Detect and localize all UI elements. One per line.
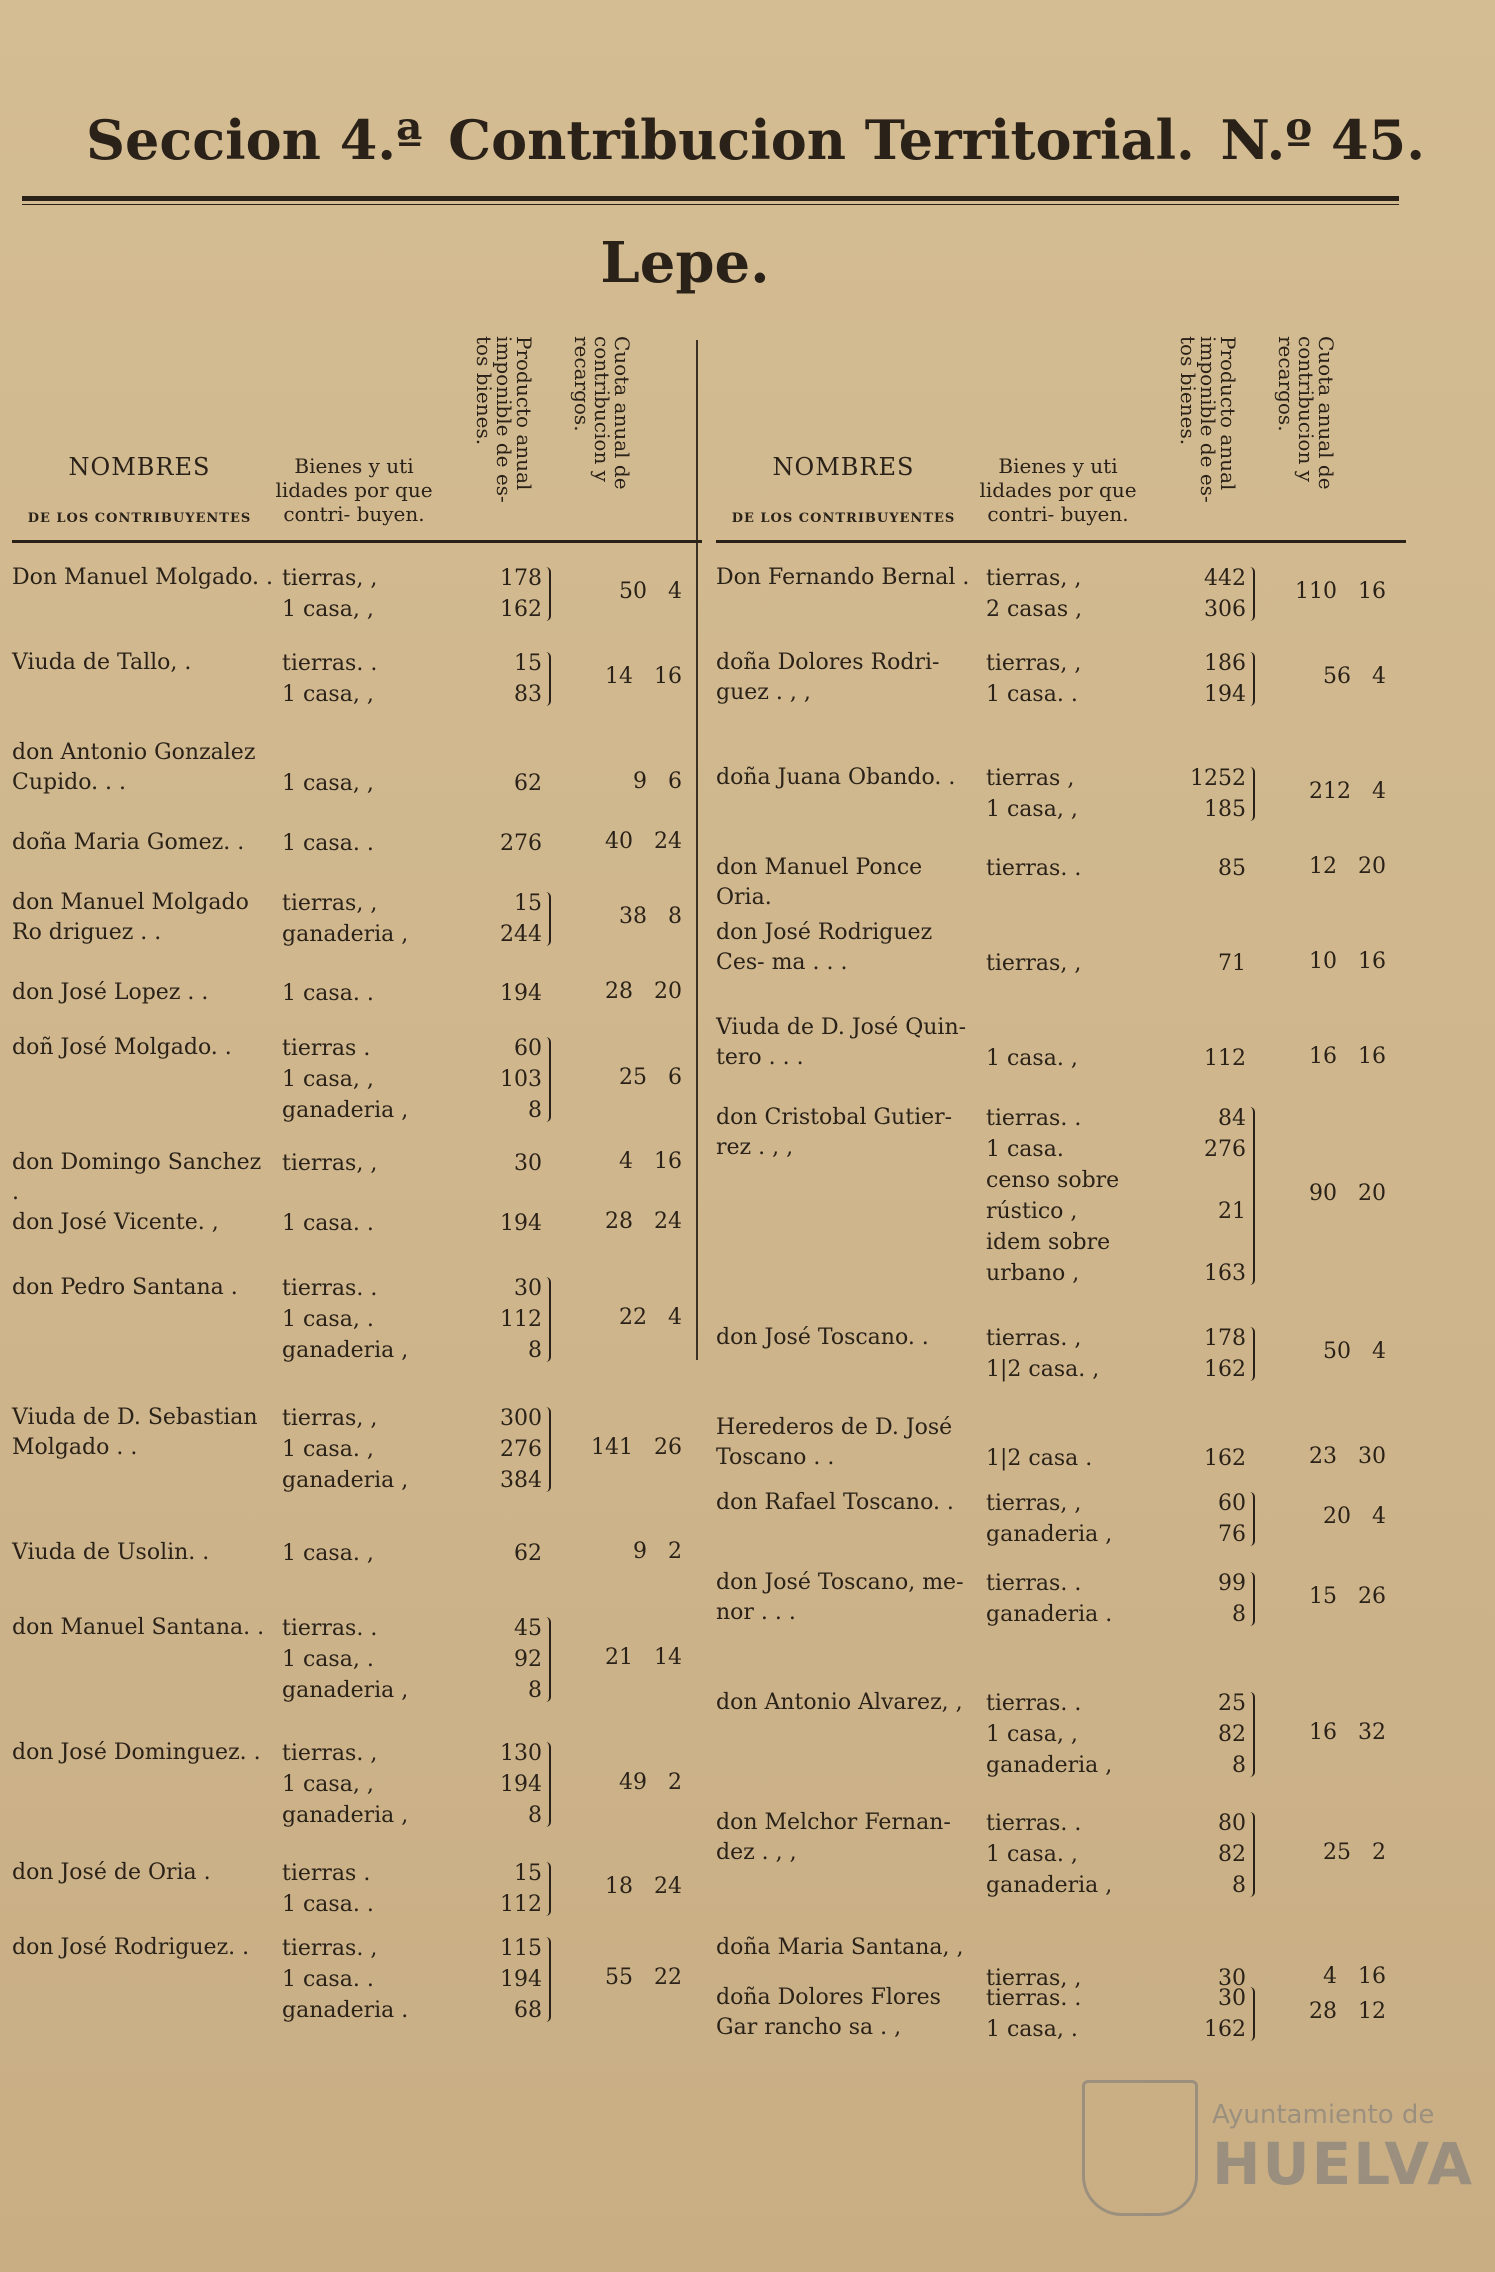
coat-of-arms-icon xyxy=(1082,2080,1198,2216)
goods-item: 1 casa. , xyxy=(986,1046,1078,1071)
goods-list xyxy=(986,1043,1146,1074)
contributor-name: don Antonio Alvarez, , xyxy=(716,1690,963,1715)
goods-item: tierras, , xyxy=(282,1406,378,1431)
grouping-brace xyxy=(546,567,551,621)
grouping-brace xyxy=(1250,1492,1255,1546)
grouping-brace xyxy=(546,1037,551,1122)
goods-item: 1 casa, , xyxy=(986,797,1078,822)
goods-item: ganaderia , xyxy=(986,1873,1113,1898)
product-value: 82 xyxy=(1218,1842,1246,1867)
contributor-name: don José Rodriguez Ces- ma . . . xyxy=(716,920,933,975)
product-header: Producto anual imponible de es- tos bienes. xyxy=(472,336,536,503)
quota-header: Cuota anual de contribucion y recargos. xyxy=(570,336,634,490)
quota-value: 10 16 xyxy=(1309,948,1386,974)
product-values xyxy=(1146,763,1246,825)
goods-list xyxy=(282,1403,442,1496)
goods-item: 1 casa, . xyxy=(986,2017,1078,2042)
goods-item: 1 casa, . xyxy=(282,1647,374,1672)
goods-item: ganaderia , xyxy=(986,1522,1113,1547)
goods-item: tierras. . xyxy=(282,1276,378,1301)
names-header xyxy=(12,453,267,526)
product-value: 15 xyxy=(514,891,542,916)
product-value: 178 xyxy=(1204,1326,1246,1351)
product-value: 244 xyxy=(500,922,542,947)
product-values xyxy=(1146,1488,1246,1550)
contributor-name: don Domingo Sanchez . xyxy=(12,1150,262,1205)
goods-item: 1 casa. . xyxy=(282,1967,374,1992)
goods-header: Bienes y uti lidades por que contri- buyen. xyxy=(979,454,1137,526)
quota-value: 212 4 xyxy=(1309,779,1386,804)
quota-value: 49 2 xyxy=(619,1769,682,1795)
goods-item: 1 casa. . xyxy=(282,1892,374,1917)
quota-value: 25 2 xyxy=(1323,1839,1386,1865)
goods-item: 1 casa, , xyxy=(282,682,374,707)
grouping-brace xyxy=(546,1277,551,1362)
product-value: 115 xyxy=(500,1936,542,1961)
quota-value: 28 12 xyxy=(1309,1999,1386,2024)
goods-list xyxy=(282,1538,442,1569)
product-values xyxy=(442,828,542,859)
product-value: 82 xyxy=(1218,1722,1246,1747)
product-value: 15 xyxy=(514,1861,542,1886)
quota-value: 38 8 xyxy=(619,904,682,929)
header-rule-thin xyxy=(22,204,1399,205)
product-values xyxy=(442,1933,542,2026)
product-value: 85 xyxy=(1218,856,1246,881)
grouping-brace xyxy=(1250,567,1255,621)
goods-list xyxy=(986,1103,1146,1289)
names-header-main: NOMBRES xyxy=(772,453,915,481)
grouping-brace xyxy=(1250,1107,1255,1285)
quota-value: 15 26 xyxy=(1309,1584,1386,1609)
quota-value: 9 2 xyxy=(633,1538,682,1564)
product-values xyxy=(442,1538,542,1569)
goods-list xyxy=(282,1738,442,1831)
goods-item: tierras, , xyxy=(282,891,378,916)
product-value: 112 xyxy=(500,1892,542,1917)
goods-list xyxy=(986,1488,1146,1550)
goods-item: censo sobre xyxy=(986,1168,1120,1193)
grouping-brace xyxy=(546,892,551,946)
product-value: 103 xyxy=(500,1067,542,1092)
goods-item: tierras . xyxy=(282,1036,371,1061)
grouping-brace xyxy=(1250,1692,1255,1777)
product-value: 76 xyxy=(1218,1522,1246,1547)
goods-list xyxy=(986,1443,1146,1474)
product-values xyxy=(442,1613,542,1706)
contributor-name: don Melchor Fernan- dez . , , xyxy=(716,1810,951,1865)
grouping-brace xyxy=(546,1742,551,1827)
goods-item: tierras, , xyxy=(986,951,1082,976)
product-values xyxy=(1146,1323,1246,1385)
goods-item: 1 casa. . xyxy=(282,831,374,856)
product-value: 1252 xyxy=(1190,766,1246,791)
grouping-brace xyxy=(546,1407,551,1492)
quota-value: 90 20 xyxy=(1309,1181,1386,1206)
contributor-name: doña Maria Gomez. . xyxy=(12,830,245,855)
goods-list xyxy=(986,648,1146,710)
quota-value: 9 6 xyxy=(633,768,682,794)
product-header: Producto anual imponible de es- tos bienes. xyxy=(1176,336,1240,503)
product-value: 8 xyxy=(528,1803,542,1828)
quota-value: 28 20 xyxy=(605,978,682,1004)
goods-list xyxy=(282,1613,442,1706)
goods-item: tierras. . xyxy=(986,1571,1082,1596)
product-value xyxy=(1146,1227,1246,1258)
goods-item: tierras, , xyxy=(282,1151,378,1176)
product-value: 276 xyxy=(500,831,542,856)
quota-header: Cuota anual de contribucion y recargos. xyxy=(1274,336,1338,490)
goods-item: ganaderia , xyxy=(282,1468,409,1493)
contributor-name: Don Fernando Bernal . xyxy=(716,565,970,590)
contributor-name: don Antonio Gonzalez Cupido. . . xyxy=(12,740,256,795)
goods-item: 1 casa. , xyxy=(282,1437,374,1462)
goods-item: tierras, , xyxy=(282,566,378,591)
contributor-name: don José Vicente. , xyxy=(12,1210,219,1235)
goods-item: 1 casa, , xyxy=(986,1722,1078,1747)
product-value: 30 xyxy=(514,1276,542,1301)
product-value: 194 xyxy=(500,1967,542,1992)
goods-item: tierras. . xyxy=(986,1811,1082,1836)
contributor-name: don José de Oria . xyxy=(12,1860,211,1885)
header-rule xyxy=(22,196,1399,201)
product-value: 60 xyxy=(514,1036,542,1061)
goods-item: 1 casa, , xyxy=(282,771,374,796)
product-value: 84 xyxy=(1218,1106,1246,1131)
goods-item: 2 casas , xyxy=(986,597,1083,622)
goods-list xyxy=(282,1933,442,2026)
quota-value: 25 6 xyxy=(619,1064,682,1090)
goods-item: tierras. . xyxy=(986,1106,1082,1131)
contributor-name: don Manuel Molgado Ro driguez . . xyxy=(12,890,249,945)
goods-list xyxy=(282,768,442,799)
product-values xyxy=(1146,1103,1246,1289)
product-value: 194 xyxy=(500,981,542,1006)
product-value: 185 xyxy=(1204,797,1246,822)
goods-item: tierras. . xyxy=(986,1986,1082,2011)
goods-item: 1 casa. , xyxy=(282,1541,374,1566)
contributor-name: Viuda de Tallo, . xyxy=(12,650,192,675)
grouping-brace xyxy=(546,1862,551,1916)
goods-item: 1 casa. , xyxy=(986,1842,1078,1867)
goods-item: 1 casa. . xyxy=(986,682,1078,707)
product-values xyxy=(442,888,542,950)
goods-list xyxy=(282,648,442,710)
quota-value: 16 16 xyxy=(1309,1043,1386,1069)
contributor-name: Don Manuel Molgado. . xyxy=(12,565,274,590)
product-value: 30 xyxy=(1218,1966,1246,1991)
watermark-stamp xyxy=(1082,2080,1475,2220)
names-header xyxy=(716,453,971,526)
product-values xyxy=(1146,563,1246,625)
goods-item: tierras. . xyxy=(282,1616,378,1641)
quota-value: 16 32 xyxy=(1309,1719,1386,1745)
product-values xyxy=(442,1033,542,1126)
product-value: 30 xyxy=(1218,1986,1246,2011)
goods-item: tierras. . xyxy=(986,1691,1082,1716)
grouping-brace xyxy=(1250,1987,1255,2041)
goods-list xyxy=(282,1858,442,1920)
goods-list xyxy=(986,1323,1146,1385)
contributor-name: doñ José Molgado. . xyxy=(12,1035,232,1060)
goods-item: 1 casa, , xyxy=(282,1067,374,1092)
product-value: 276 xyxy=(500,1437,542,1462)
product-value: 92 xyxy=(514,1647,542,1672)
product-values xyxy=(1146,648,1246,710)
goods-item: ganaderia , xyxy=(282,922,409,947)
quota-value: 22 4 xyxy=(619,1304,682,1330)
product-value: 300 xyxy=(500,1406,542,1431)
product-value: 112 xyxy=(500,1307,542,1332)
product-value: 276 xyxy=(1204,1137,1246,1162)
watermark-line2: HUELVA xyxy=(1212,2130,1475,2198)
left-column xyxy=(12,330,702,2023)
quota-value: 18 24 xyxy=(605,1874,682,1899)
product-value: 8 xyxy=(528,1678,542,1703)
product-values xyxy=(442,1738,542,1831)
product-value: 162 xyxy=(500,597,542,622)
contributor-name: Viuda de D. José Quin- tero . . . xyxy=(716,1015,967,1070)
names-header-sub: DE LOS CONTRIBUYENTES xyxy=(731,511,956,526)
contributor-name: Herederos de D. José Toscano . . xyxy=(716,1415,953,1470)
contributor-name: Viuda de D. Sebastian Molgado . . xyxy=(12,1405,258,1460)
product-value: 71 xyxy=(1218,951,1246,976)
goods-item: tierras. . xyxy=(282,651,378,676)
goods-item: 1 casa. xyxy=(986,1137,1064,1162)
names-header-main: NOMBRES xyxy=(68,453,211,481)
contributor-name: doña Dolores Flores Gar rancho sa . , xyxy=(716,1985,941,2040)
product-value: 442 xyxy=(1204,566,1246,591)
product-value: 194 xyxy=(1204,682,1246,707)
goods-list xyxy=(986,853,1146,884)
product-values xyxy=(442,1403,542,1496)
product-value: 68 xyxy=(514,1998,542,2023)
quota-value: 4 16 xyxy=(619,1148,682,1174)
goods-list xyxy=(282,1033,442,1126)
goods-item: tierras. . xyxy=(986,856,1082,881)
product-values xyxy=(1146,948,1246,979)
quota-value: 50 4 xyxy=(619,579,682,604)
product-values xyxy=(1146,1688,1246,1781)
section-label: Seccion 4.ª xyxy=(86,108,423,172)
goods-item: tierras. , xyxy=(282,1741,378,1766)
names-header-sub: DE LOS CONTRIBUYENTES xyxy=(27,511,252,526)
goods-item: tierras, , xyxy=(986,566,1082,591)
product-value xyxy=(1146,1165,1246,1196)
product-value: 45 xyxy=(514,1616,542,1641)
contributor-name: don Cristobal Gutier- rez . , , xyxy=(716,1105,953,1160)
contributor-name: don Rafael Toscano. . xyxy=(716,1490,954,1515)
quota-value: 110 16 xyxy=(1295,579,1386,604)
goods-item: 1 casa. . xyxy=(282,1211,374,1236)
product-value: 194 xyxy=(500,1211,542,1236)
contributor-name: don Manuel Ponce Oria. xyxy=(716,855,923,910)
quota-value: 56 4 xyxy=(1323,664,1386,689)
goods-item: 1 casa, , xyxy=(282,597,374,622)
contributor-name: don Manuel Santana. . xyxy=(12,1615,265,1640)
grouping-brace xyxy=(546,1617,551,1702)
goods-item: 1|2 casa . xyxy=(986,1446,1093,1471)
product-value: 8 xyxy=(1232,1602,1246,1627)
quota-value: 28 24 xyxy=(605,1208,682,1234)
goods-list xyxy=(282,1208,442,1239)
goods-list xyxy=(282,1148,442,1179)
product-value: 60 xyxy=(1218,1491,1246,1516)
product-value: 162 xyxy=(1204,1357,1246,1382)
goods-item: ganaderia , xyxy=(282,1678,409,1703)
goods-list xyxy=(282,1273,442,1366)
product-value: 162 xyxy=(1204,2017,1246,2042)
quota-value: 40 24 xyxy=(605,828,682,854)
grouping-brace xyxy=(546,652,551,706)
goods-list xyxy=(986,1808,1146,1901)
quota-value: 20 4 xyxy=(1323,1504,1386,1529)
product-value: 15 xyxy=(514,651,542,676)
product-value: 21 xyxy=(1218,1199,1246,1224)
goods-list xyxy=(986,563,1146,625)
town-title: Lepe. xyxy=(600,230,770,296)
product-value: 99 xyxy=(1218,1571,1246,1596)
contributor-name: doña Juana Obando. . xyxy=(716,765,956,790)
quota-value: 4 16 xyxy=(1323,1963,1386,1989)
product-values xyxy=(442,1148,542,1179)
product-value: 306 xyxy=(1204,597,1246,622)
goods-list xyxy=(986,1983,1146,2045)
goods-item: tierras, , xyxy=(986,1966,1082,1991)
product-values xyxy=(442,1208,542,1239)
goods-list xyxy=(986,763,1146,825)
product-values xyxy=(442,1858,542,1920)
product-values xyxy=(442,978,542,1009)
product-value: 163 xyxy=(1204,1261,1246,1286)
contributor-name: doña Dolores Rodri- guez . , , xyxy=(716,650,940,705)
watermark-line1: Ayuntamiento de xyxy=(1212,2100,1435,2130)
product-value: 62 xyxy=(514,771,542,796)
quota-value: 21 14 xyxy=(605,1644,682,1670)
product-values xyxy=(1146,1808,1246,1901)
product-value: 80 xyxy=(1218,1811,1246,1836)
goods-item: tierras , xyxy=(986,766,1075,791)
product-value: 186 xyxy=(1204,651,1246,676)
product-value: 162 xyxy=(1204,1446,1246,1471)
right-column xyxy=(716,330,1406,2042)
goods-item: idem sobre xyxy=(986,1230,1111,1255)
table-header xyxy=(716,330,1406,543)
goods-item: 1 casa, , xyxy=(282,1772,374,1797)
goods-item: ganaderia , xyxy=(282,1338,409,1363)
goods-item: ganaderia . xyxy=(986,1602,1113,1627)
contributor-name: don José Lopez . . xyxy=(12,980,209,1005)
goods-item: ganaderia , xyxy=(282,1098,409,1123)
goods-item: tierras, , xyxy=(986,651,1082,676)
grouping-brace xyxy=(1250,767,1255,821)
product-value: 194 xyxy=(500,1772,542,1797)
document-number: N.º 45. xyxy=(1220,108,1425,172)
product-value: 8 xyxy=(1232,1873,1246,1898)
grouping-brace xyxy=(1250,1327,1255,1381)
quota-value: 14 16 xyxy=(605,664,682,689)
goods-list xyxy=(986,1688,1146,1781)
goods-list xyxy=(986,948,1146,979)
product-value: 8 xyxy=(528,1098,542,1123)
product-value: 8 xyxy=(528,1338,542,1363)
product-value: 30 xyxy=(514,1151,542,1176)
goods-item: ganaderia , xyxy=(282,1803,409,1828)
goods-item: urbano , xyxy=(986,1261,1080,1286)
goods-list xyxy=(282,563,442,625)
product-values xyxy=(442,648,542,710)
goods-item: ganaderia . xyxy=(282,1998,409,2023)
quota-value: 23 30 xyxy=(1309,1443,1386,1469)
goods-item: rústico , xyxy=(986,1199,1078,1224)
goods-item: tierras . xyxy=(282,1861,371,1886)
quota-value: 50 4 xyxy=(1323,1339,1386,1364)
quota-value: 141 26 xyxy=(591,1434,682,1460)
product-values xyxy=(442,563,542,625)
contributor-name: don José Dominguez. . xyxy=(12,1740,261,1765)
product-values xyxy=(1146,1983,1246,2045)
quota-value: 55 22 xyxy=(605,1964,682,1990)
goods-item: tierras, , xyxy=(986,1491,1082,1516)
contributor-name: Viuda de Usolin. . xyxy=(12,1540,210,1565)
page-header xyxy=(86,108,1425,188)
product-values xyxy=(1146,853,1246,884)
product-values xyxy=(1146,1568,1246,1630)
document-title: Contribucion Territorial. xyxy=(448,108,1195,172)
goods-item: tierras. , xyxy=(282,1936,378,1961)
goods-list xyxy=(282,888,442,950)
grouping-brace xyxy=(546,1937,551,2022)
goods-item: 1 casa, . xyxy=(282,1307,374,1332)
contributor-name: don Pedro Santana . xyxy=(12,1275,238,1300)
table-header xyxy=(12,330,702,543)
product-value: 25 xyxy=(1218,1691,1246,1716)
product-value: 130 xyxy=(500,1741,542,1766)
contributor-name: don José Rodriguez. . xyxy=(12,1935,250,1960)
goods-item: tierras. , xyxy=(986,1326,1082,1351)
product-value: 83 xyxy=(514,682,542,707)
product-value: 112 xyxy=(1204,1046,1246,1071)
goods-list xyxy=(282,828,442,859)
goods-item: 1 casa. . xyxy=(282,981,374,1006)
product-values xyxy=(442,1273,542,1366)
quota-value: 12 20 xyxy=(1309,853,1386,879)
grouping-brace xyxy=(1250,1572,1255,1626)
product-values xyxy=(442,768,542,799)
product-value: 384 xyxy=(500,1468,542,1493)
contributor-name: don José Toscano, me- nor . . . xyxy=(716,1570,964,1625)
grouping-brace xyxy=(1250,652,1255,706)
contributor-name: don José Toscano. . xyxy=(716,1325,929,1350)
grouping-brace xyxy=(1250,1812,1255,1897)
contributor-name: doña Maria Santana, , xyxy=(716,1935,964,1960)
product-value: 178 xyxy=(500,566,542,591)
goods-item: 1|2 casa. , xyxy=(986,1357,1100,1382)
goods-list xyxy=(986,1568,1146,1630)
goods-item: ganaderia , xyxy=(986,1753,1113,1778)
product-value: 8 xyxy=(1232,1753,1246,1778)
goods-header: Bienes y uti lidades por que contri- buyen. xyxy=(275,454,433,526)
product-value: 62 xyxy=(514,1541,542,1566)
goods-list xyxy=(282,978,442,1009)
product-values xyxy=(1146,1043,1246,1074)
product-values xyxy=(1146,1443,1246,1474)
